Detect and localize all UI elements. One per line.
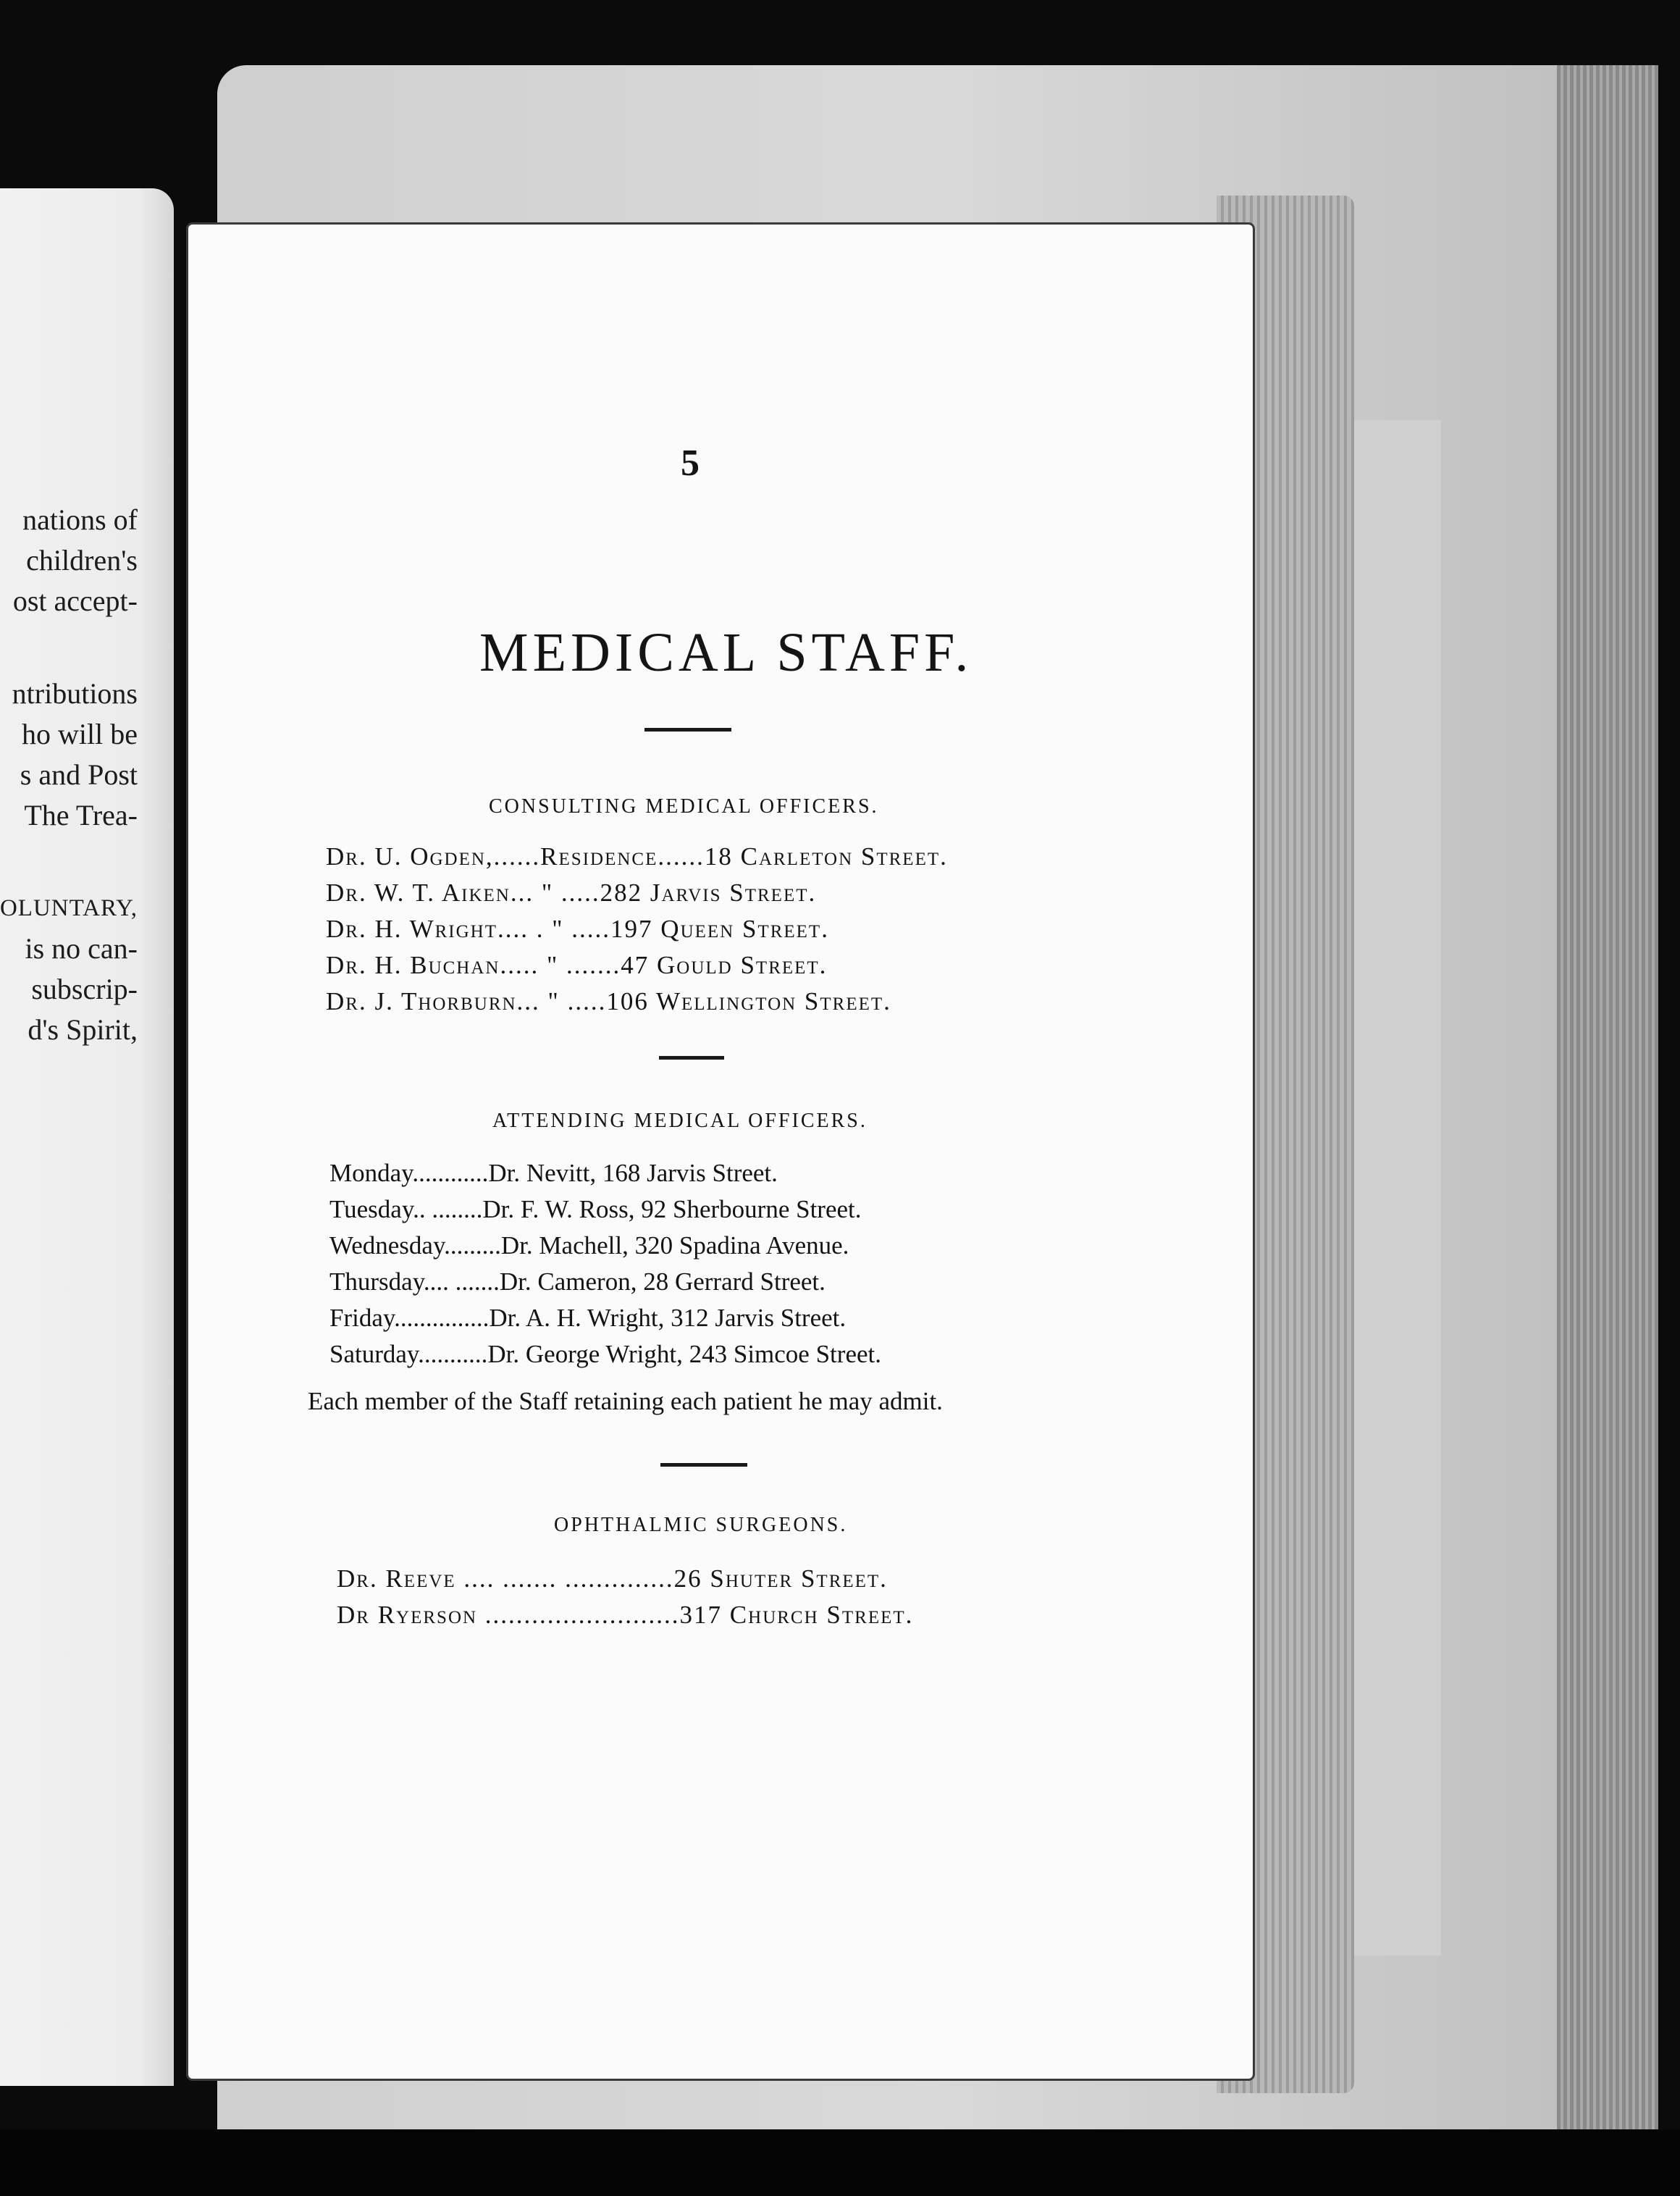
left-page-line: ost accept- (12, 584, 138, 617)
left-page-line: nations of (22, 503, 138, 536)
attending-row: Saturday...........Dr. George Wright, 243 Simcoe Street. (329, 1340, 881, 1368)
attending-row: Friday...............Dr. A. H. Wright, 312 Jarvis Street. (329, 1304, 847, 1332)
left-page-line: children's (26, 544, 138, 577)
left-page-line: subscrip- (31, 973, 138, 1005)
book-fore-edge (1557, 65, 1658, 2137)
attending-row: Monday............Dr. Nevitt, 168 Jarvis Street. (329, 1159, 778, 1187)
left-page-line: is no can- (25, 932, 138, 965)
consulting-row: Dr. H. Buchan..... " .......47 Gould Street. (326, 951, 828, 979)
consulting-heading: CONSULTING MEDICAL OFFICERS. (489, 795, 879, 818)
consulting-row: Dr. J. Thorburn... " .....106 Wellington Street. (326, 987, 891, 1015)
consulting-row: Dr. H. Wright.... . " .....197 Queen Street. (326, 915, 829, 943)
attending-row: Wednesday.........Dr. Machell, 320 Spadina Avenue. (329, 1231, 849, 1260)
ophthalmic-row: Dr Ryerson .........................317 Church Street. (337, 1601, 914, 1629)
left-page-line: d's Spirit, (28, 1013, 138, 1046)
consulting-row: Dr. U. Ogden,......Residence......18 Carleton Street. (326, 842, 948, 871)
section-divider (660, 1463, 747, 1467)
ophthalmic-heading: OPHTHALMIC SURGEONS. (554, 1514, 848, 1536)
left-page-fragment (0, 188, 174, 2086)
attending-heading: ATTENDING MEDICAL OFFICERS. (492, 1110, 868, 1132)
background-shadow (0, 2129, 1680, 2196)
consulting-row: Dr. W. T. Aiken... " .....282 Jarvis Street. (326, 879, 817, 907)
left-page-line: The Trea- (24, 799, 138, 831)
page-number: 5 (681, 443, 700, 484)
section-divider (659, 1056, 724, 1060)
title-divider (644, 728, 731, 732)
attending-row: Tuesday.. ........Dr. F. W. Ross, 92 Sherbourne Street. (329, 1195, 862, 1223)
left-page-line: ntributions (12, 677, 138, 710)
attending-row: Thursday.... .......Dr. Cameron, 28 Gerrard Street. (329, 1267, 826, 1296)
page-title: MEDICAL STAFF. (479, 622, 973, 683)
document-page (188, 225, 1253, 2079)
left-page-line: OLUNTARY, (0, 895, 138, 921)
left-page-line: s and Post (20, 758, 138, 791)
left-page-line: ho will be (22, 718, 138, 750)
ophthalmic-row: Dr. Reeve .... ....... ..............26 Shuter Street. (337, 1564, 888, 1593)
staff-note: Each member of the Staff retaining each patient he may admit. (308, 1387, 943, 1415)
